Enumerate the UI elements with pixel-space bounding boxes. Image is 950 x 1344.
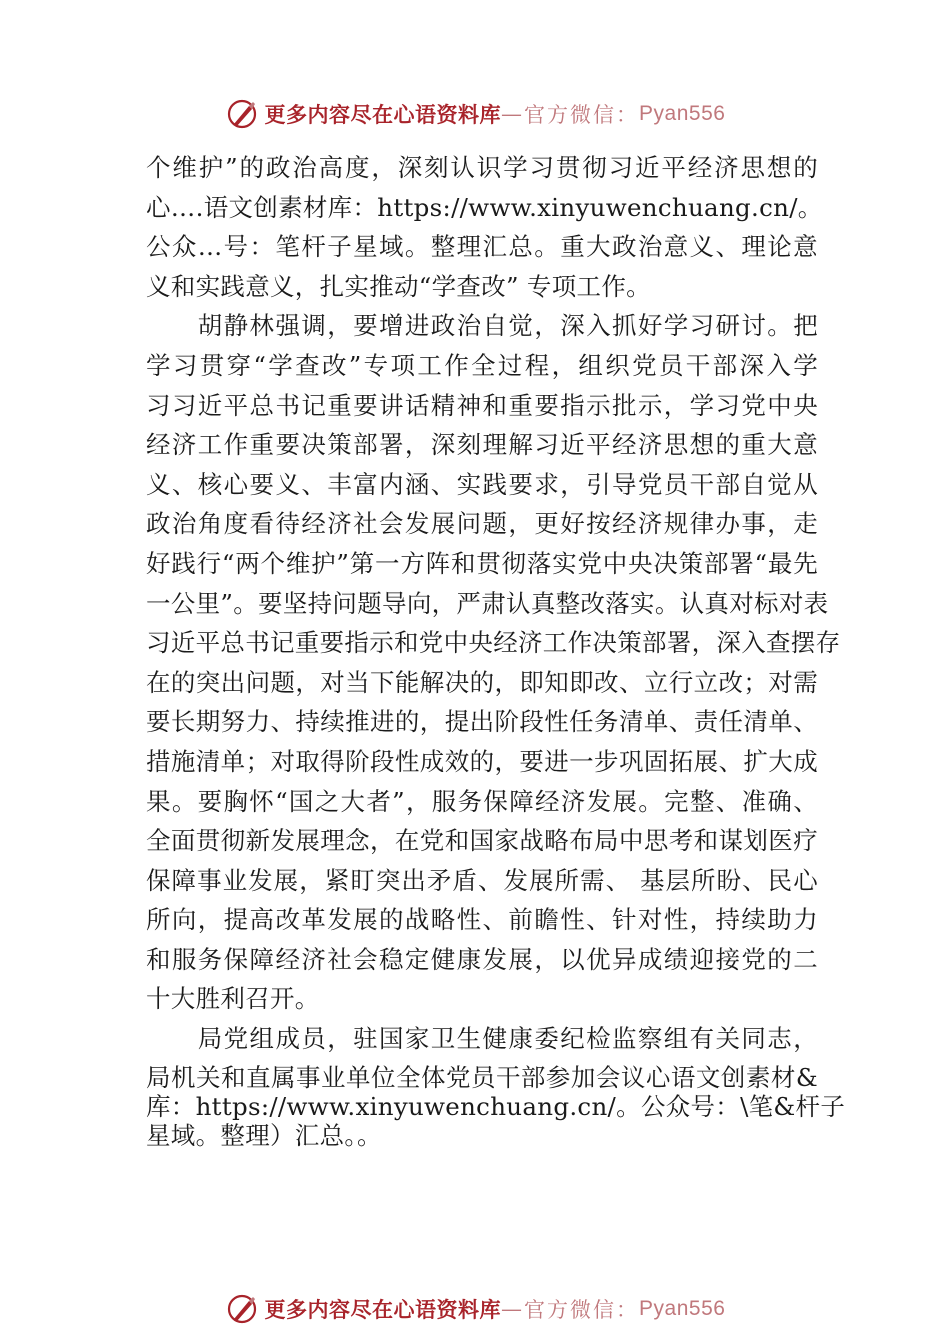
quill-pen-logo-icon	[225, 1292, 259, 1326]
text-line: 星域。整理）汇总。。	[146, 1120, 382, 1150]
paragraph-1	[146, 148, 823, 306]
text-line: 库：https://www.xinyuwenchuang.cn/。公众号：\笔&杆子	[146, 1091, 846, 1121]
text-line: 和服务保障经济社会稳定健康发展，以优异成绩迎接党的二	[146, 944, 818, 974]
text-line: 局党组成员，驻国家卫生健康委纪检监察组有关同志，	[146, 1024, 818, 1054]
text-line: 要长期努力、持续推进的，提出阶段性任务清单、责任清单、	[146, 707, 818, 737]
text-line: 果。要胸怀“国之大者”，服务保障经济发展。完整、准确、	[146, 786, 818, 816]
text-line: 全面贯彻新发展理念，在党和国家战略布局中思考和谋划医疗	[146, 826, 818, 856]
text-line: 保障事业发展，紧盯突出矛盾、发展所需、 基层所盼、民心	[146, 865, 818, 895]
footer-watermark-banner	[0, 1287, 950, 1331]
text-line: 经济工作重要决策部署，深刻理解习近平经济思想的重大意	[146, 430, 818, 460]
text-line: 公众…号：笔杆子星域。整理汇总。重大政治意义、理论意	[146, 232, 818, 262]
banner-dash: —	[501, 102, 525, 126]
text-line: 习近平总书记重要指示和党中央经济工作决策部署，深入查摆存	[146, 628, 841, 658]
paragraph-3	[146, 1019, 846, 1150]
text-line: 心….语文创素材库：https://www.xinyuwenchuang.cn/。	[146, 192, 823, 222]
text-line: 好践行“两个维护”第一方阵和贯彻落实党中央决策部署“最先	[146, 548, 818, 578]
text-line: 在的突出问题，对当下能解决的，即知即改、立行立改；对需	[146, 667, 818, 697]
document-body	[146, 148, 846, 1150]
text-line: 个维护”的政治高度，深刻认识学习贯彻习近平经济思想的	[146, 153, 818, 182]
banner-main-text: 更多内容尽在心语资料库	[264, 1297, 502, 1322]
text-line: 习习近平总书记重要讲话精神和重要指示批示，学习党中央	[146, 390, 818, 420]
text-line: 学习贯穿“学查改”专项工作全过程，组织党员干部深入学	[146, 350, 818, 380]
text-line: 义、核心要义、丰富内涵、实践要求，引导党员干部自觉从	[146, 469, 818, 499]
text-line: 局机关和直属事业单位全体党员干部参加会议心语文创素材&	[146, 1062, 818, 1092]
text-line: 政治角度看待经济社会发展问题，更好按经济规律办事，走	[146, 509, 818, 539]
text-line: 所向，提高改革发展的战略性、前瞻性、针对性，持续助力	[146, 905, 818, 935]
text-line: 胡静林强调，要增进政治自觉，深入抓好学习研讨。把	[146, 311, 818, 341]
banner-dash: —	[501, 1297, 525, 1321]
banner-sub-text: 官方微信：	[524, 103, 640, 127]
paragraph-2	[146, 306, 841, 1019]
text-line: 一公里”。要坚持问题导向，严肃认真整改落实。认真对标对表	[146, 588, 829, 618]
text-line: 义和实践意义，扎实推动“学查改” 专项工作。	[146, 271, 651, 301]
text-line: 措施清单；对取得阶段性成效的，要进一步巩固拓展、扩大成	[146, 746, 818, 776]
banner-sub-text: 官方微信：	[524, 1298, 640, 1322]
banner-main-text: 更多内容尽在心语资料库	[264, 102, 502, 127]
banner-wechat-id: Pyan556	[639, 102, 726, 125]
banner-wechat-id: Pyan556	[639, 1297, 726, 1320]
header-watermark-banner	[0, 92, 950, 136]
quill-pen-logo-icon	[225, 97, 259, 131]
text-line: 十大胜利召开。	[146, 984, 320, 1014]
